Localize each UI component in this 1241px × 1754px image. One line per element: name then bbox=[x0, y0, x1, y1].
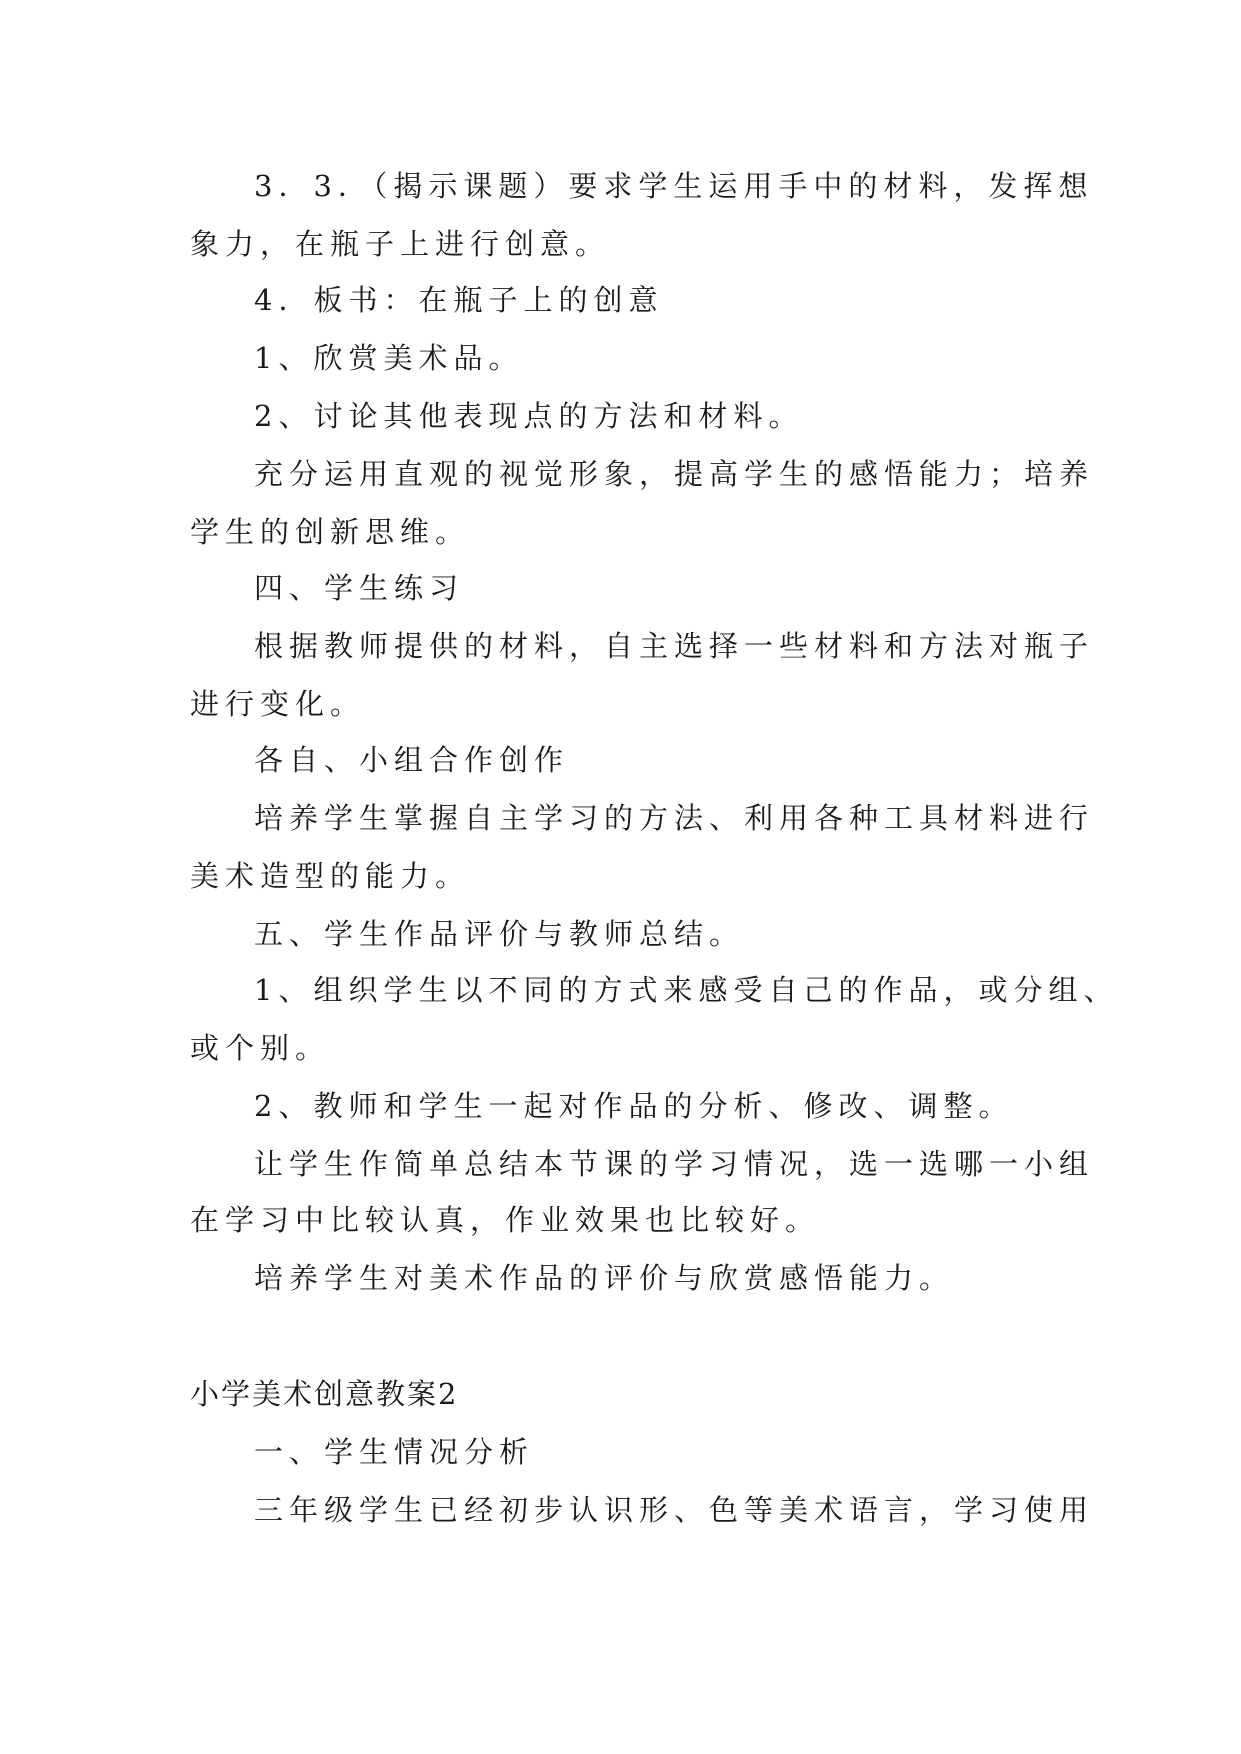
paragraph-line: 培养学生掌握自主学习的方法、利用各种工具材料进行 bbox=[254, 801, 1095, 835]
paragraph-line: 2、教师和学生一起对作品的分析、修改、调整。 bbox=[254, 1089, 1014, 1123]
paragraph-line: 培养学生对美术作品的评价与欣赏感悟能力。 bbox=[254, 1261, 955, 1295]
section-heading: 一、学生情况分析 bbox=[254, 1435, 535, 1469]
paragraph-line: 进行变化。 bbox=[190, 687, 366, 721]
paragraph-line: 让学生作简单总结本节课的学习情况，选一选哪一小组 bbox=[254, 1147, 1095, 1181]
document-title: 小学美术创意教案2 bbox=[190, 1377, 459, 1411]
paragraph-line: 或个别。 bbox=[190, 1031, 331, 1065]
paragraph-line: 学生的创新思维。 bbox=[190, 515, 471, 549]
section-heading: 五、学生作品评价与教师总结。 bbox=[254, 917, 745, 951]
paragraph-line: 2、讨论其他表现点的方法和材料。 bbox=[254, 399, 804, 433]
section-heading: 四、学生练习 bbox=[254, 571, 465, 605]
paragraph-line: 根据教师提供的材料，自主选择一些材料和方法对瓶子 bbox=[254, 629, 1095, 663]
paragraph-line: 3．3．（揭示课题）要求学生运用手中的材料，发挥想 bbox=[254, 169, 1094, 203]
paragraph-line: 美术造型的能力。 bbox=[190, 859, 471, 893]
paragraph-line: 4．板书：在瓶子上的创意 bbox=[254, 283, 664, 317]
paragraph-line: 在学习中比较认真，作业效果也比较好。 bbox=[190, 1203, 821, 1237]
paragraph-line: 充分运用直观的视觉形象，提高学生的感悟能力；培养 bbox=[254, 457, 1095, 491]
paragraph-line: 三年级学生已经初步认识形、色等美术语言，学习使用 bbox=[254, 1493, 1095, 1527]
paragraph-line: 1、组织学生以不同的方式来感受自己的作品，或分组、 bbox=[254, 973, 1119, 1007]
paragraph-line: 象力，在瓶子上进行创意。 bbox=[190, 227, 611, 261]
paragraph-line: 各自、小组合作创作 bbox=[254, 743, 570, 777]
paragraph-line: 1、欣赏美术品。 bbox=[254, 341, 524, 375]
